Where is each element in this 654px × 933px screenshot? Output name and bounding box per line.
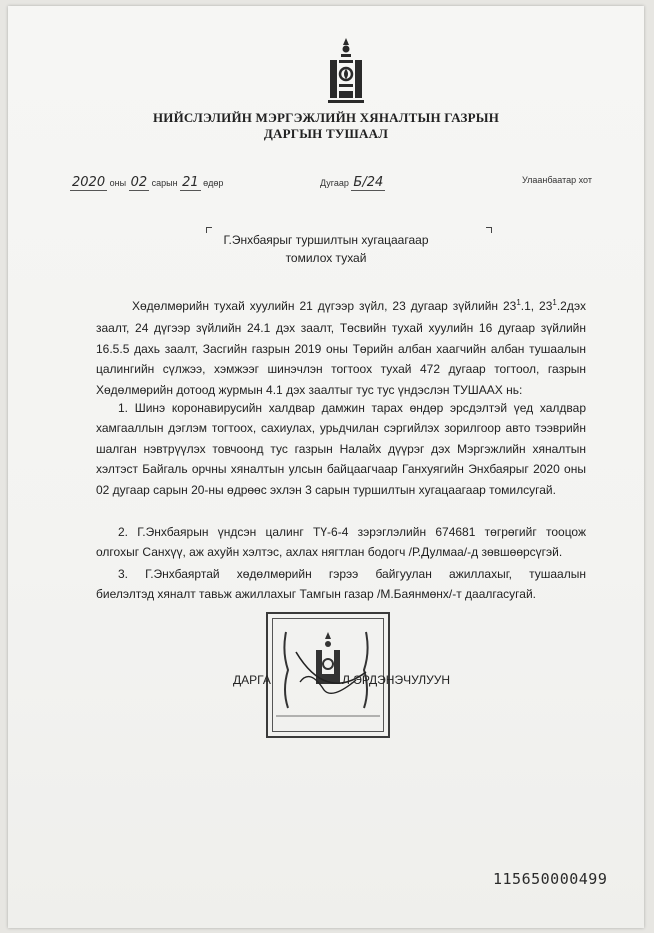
subject-line2: томилох тухай [285,251,367,265]
state-emblem-icon [324,36,368,106]
preamble-sup-1: 1 [516,298,521,307]
city: Улаанбаатар хот [522,175,592,185]
org-name-line1: НИЙСЛЭЛИЙН МЭРГЭЖЛИЙН ХЯНАЛТЫН ГАЗРЫН [152,110,500,125]
preamble-line4: цалингийн сүлжээ, хэмжээг шинэчлэн тогтоох тухай 472 дугаар тогтоол, газрын [96,362,586,377]
clause-1-line2: хамгааллын дэглэм тогтоох, сахиулах, урьдчилан сэргийлэх зорилгоор авто тээврийн [96,421,586,436]
clause-2 [96,522,586,563]
preamble-sup-2: 1 [552,298,557,307]
preamble-line5: Хөдөлмөрийн дотоод журмын 4.1 дэх заалтыг тус тус үндэслэн ТУШААХ нь: [96,382,523,397]
clause-1-line5: 02 дугаар сарын 20-ны өдрөөс эхлэн 3 сарын туршилтын хугацаагаар томилсугай. [96,482,556,497]
clause-3 [96,564,586,605]
clause-3-line1: 3. Г.Энхбаяртай хөдөлмөрийн гэрээ байгуулан ажиллахыг, тушаалын [118,567,586,581]
clause-1 [96,398,586,500]
preamble-text-1c: .2дэх [556,299,586,313]
preamble-text-1b: .1, 23 [520,299,553,313]
subject-line1: Г.Энхбаярыг туршилтын хугацаагаар [223,233,429,247]
order-number: Б/24 [353,175,384,190]
date-year-suffix: оны [109,178,127,188]
date-day: 21 [182,175,199,190]
clause-2-line1: 2. Г.Энхбаярын үндсэн цалинг ТҮ-6-4 зэрэглэлийн 674681 төгрөгийг тооцож [118,525,586,539]
org-name-line2: ДАРГЫН ТУШААЛ [263,126,389,141]
preamble-text-1a: Хөдөлмөрийн тухай хуулийн 21 дүгээр зүйл, 23 дугаар зүйлийн 23 [132,299,517,313]
clause-2-line2: олгохыг Санхүү, аж ахуйн хэлтэс, ахлах нягтлан бодогч /Р.Дулмаа/-д зөвшөөрсүгэй. [96,545,563,560]
document-serial: 115650000499 [493,870,608,888]
preamble-line3: 16.5.5 дахь заалт, Засгийн газрын 2019 оны Төрийн албан хаагчийн албан тушаалын [96,341,586,356]
signature-title: ДАРГА [233,673,271,687]
date-month-suffix: сарын [151,178,178,188]
date-year: 2020 [72,175,106,190]
document-sheet [8,6,644,928]
clause-3-line2: биелэлтэд хяналт тавьж ажиллахыг Тамгын газар /М.Баянмөнх/-т даалгасугай. [96,587,537,602]
date-month: 02 [130,175,148,190]
preamble-paragraph [96,296,586,400]
date-line [70,175,223,191]
date-day-suffix: өдөр [203,178,224,188]
signature-name: Л.ЭРДЭНЭЧУЛУУН [342,673,451,687]
order-number-label: Дугаар [320,178,349,188]
clause-1-line1: 1. Шинэ коронавирусийн халдвар дамжин тарах өндөр эрсдэлтэй үед халдвар [118,401,586,415]
order-number-line [320,175,385,191]
preamble-line2: заалт, 24 дүгээр зүйлийн 24.1 дэх заалт, Төсвийн тухай хуулийн 16 дугаар зүйлийн [96,321,586,336]
clause-1-line4: хэлтэст Байгаль орчны хяналтын улсын байцаагчаар Ганхуягийн Энхбаярыг 2020 оны [96,462,586,477]
clause-1-line3: шалган нэвтрүүлэх товчоонд тус газрын Налайх дүүрэг дэх Мэргэжлийн хяналтын [96,441,586,456]
